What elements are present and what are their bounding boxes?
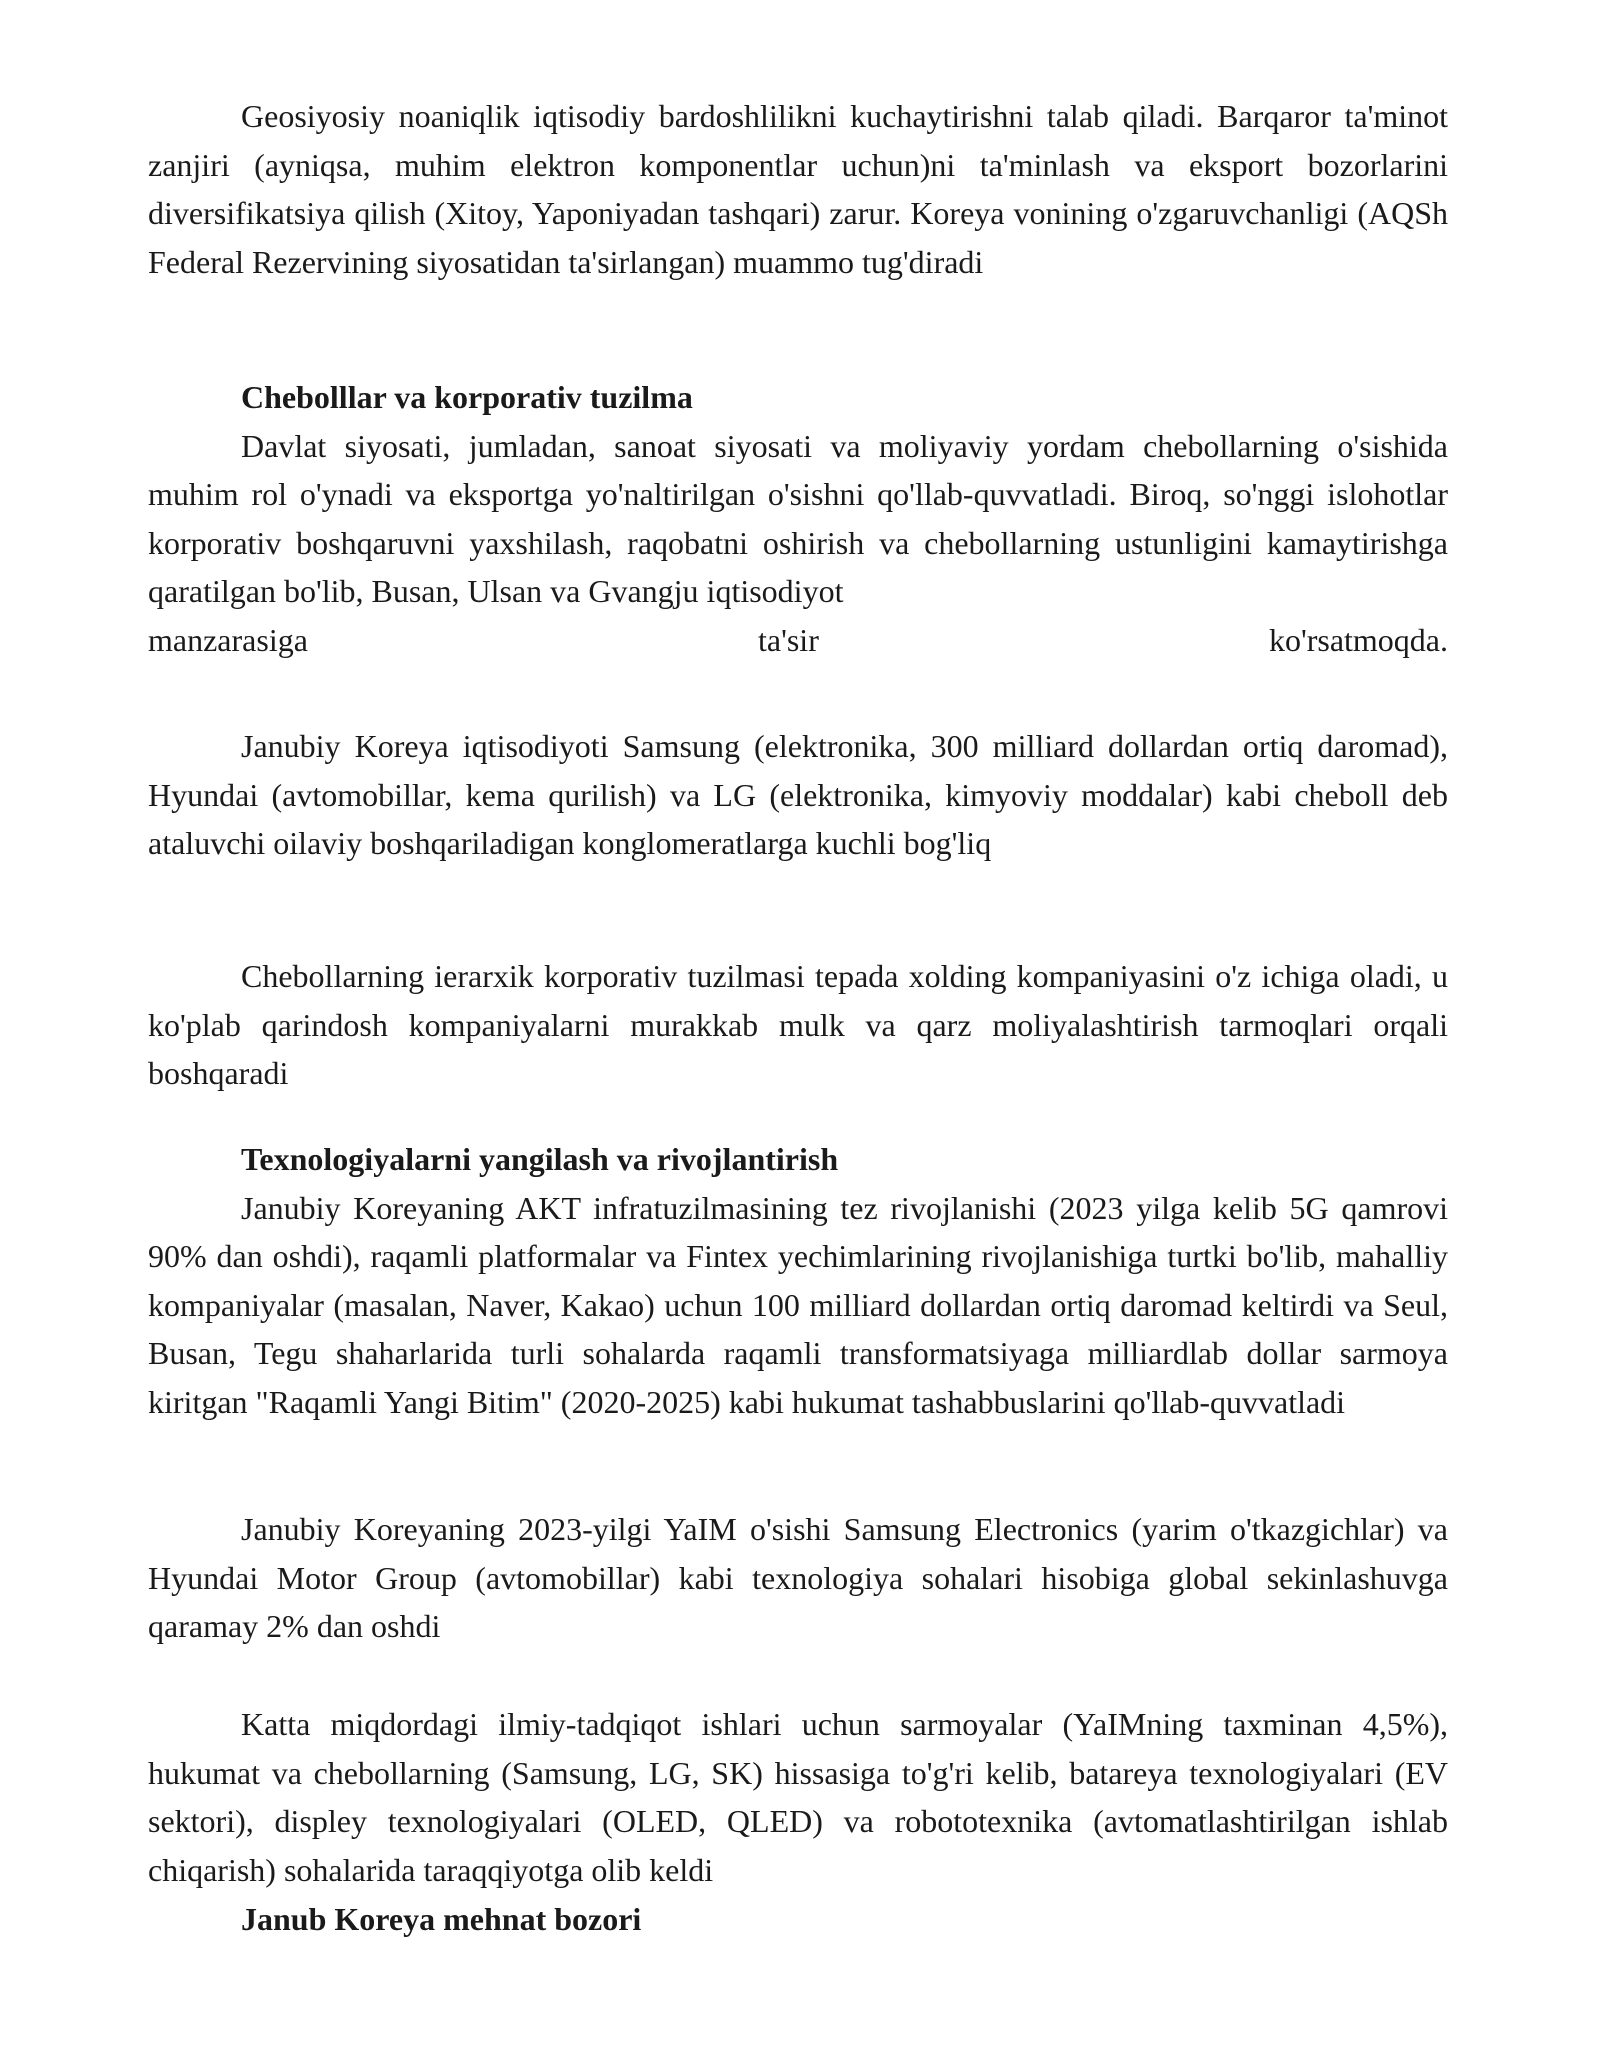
paragraph-state-policy — [148, 422, 1448, 616]
paragraph-block — [148, 722, 1448, 868]
paragraph-block — [148, 92, 1448, 286]
section-heading-labor-market: Janub Koreya mehnat bozori — [241, 1901, 642, 1937]
section-chaebols — [148, 373, 1448, 665]
paragraph-state-policy-last-line: manzarasiga ta'sir ko'rsatmoqda. — [148, 621, 1448, 658]
section-heading-chaebols: Chebolllar va korporativ tuzilma — [241, 379, 693, 415]
paragraph-state-policy-text: Davlat siyosati, jumladan, sanoat siyosati va moliyaviy yordam chebollarning o'sishida muhim rol o'ynadi va eksportga yo'naltirilgan o'sishni qo'llab-quvvatladi. Biroq, so'nggi islohotlar korporativ boshqaruvni yaxshilash, raqobatni oshirish va chebollarning ustunligini kamaytirishga qaratilgan bo'lib, Busan, Ulsan va Gvangju iqtisodiyot — [148, 427, 1448, 610]
paragraph-rnd-investment: Katta miqdordagi ilmiy-tadqiqot ishlari uchun sarmoyalar (YaIMning taxminan 4,5%), hukumat va chebollarning (Samsung, LG, SK) hissasiga to'g'ri kelib, batareya texnologiyalari (EV sektori), displey texnologiyalari (OLED, QLED) va robototexnika (avtomatlashtirilgan ishlab chiqarish) sohalarida taraqqiyotga olib keldi — [148, 1706, 1448, 1888]
paragraph-block — [148, 1700, 1448, 1894]
paragraph-ict-infrastructure: Janubiy Koreyaning AKT infratuzilmasining tez rivojlanishi (2023 yilga kelib 5G qamrovi 90% dan oshdi), raqamli platformalar va Fintex yechimlarining rivojlanishiga turtki bo'lib, mahalliy kompaniyalar (masalan, Naver, Kakao) uchun 100 milliard dollardan ortiq daromad keltirdi va Seul, Busan, Tegu shaharlarida turli sohalarda raqamli transformatsiyaga milliardlab dollar sarmoya kiritgan "Raqamli Yangi Bitim" (2020-2025) kabi hukumat tashabbuslarini qo'llab-quvvatladi — [148, 1189, 1448, 1420]
paragraph-hierarchy: Chebollarning ierarxik korporativ tuzilmasi tepada xolding kompaniyasini o'z ichiga oladi, u ko'plab qarindosh kompaniyalarni murakkab mulk va qarz moliyalashtirish tarmoqlari orqali boshqaradi — [148, 958, 1448, 1092]
section-labor-market — [148, 1895, 1448, 1944]
paragraph-gdp-growth: Janubiy Koreyaning 2023-yilgi YaIM o'sishi Samsung Electronics (yarim o'tkazgichlar) va Hyundai Motor Group (avtomobillar) kabi texnologiya sohalari hisobiga global sekinlashuvga qaramay 2% dan oshdi — [148, 1511, 1448, 1645]
paragraph-block — [148, 952, 1448, 1098]
section-heading-technology: Texnologiyalarni yangilash va rivojlantirish — [241, 1141, 839, 1177]
paragraph-block — [148, 1505, 1448, 1651]
section-technology — [148, 1135, 1448, 1427]
paragraph-chaebol-conglomerates: Janubiy Koreya iqtisodiyoti Samsung (elektronika, 300 milliard dollardan ortiq daromad), Hyundai (avtomobillar, kema qurilish) va LG (elektronika, kimyoviy moddalar) kabi cheboll deb ataluvchi oilaviy boshqariladigan konglomeratlarga kuchli bog'liq — [148, 728, 1448, 862]
paragraph-geopolitics: Geosiyosiy noaniqlik iqtisodiy bardoshlilikni kuchaytirishni talab qiladi. Barqaror ta'minot zanjiri (ayniqsa, muhim elektron komponentlar uchun)ni ta'minlash va eksport bozorlarini diversifikatsiya qilish (Xitoy, Yaponiyadan tashqari) zarur. Koreya vonining o'zgaruvchanligi (AQSh Federal Rezervining siyosatidan ta'sirlangan) muammo tug'diradi — [148, 98, 1448, 280]
